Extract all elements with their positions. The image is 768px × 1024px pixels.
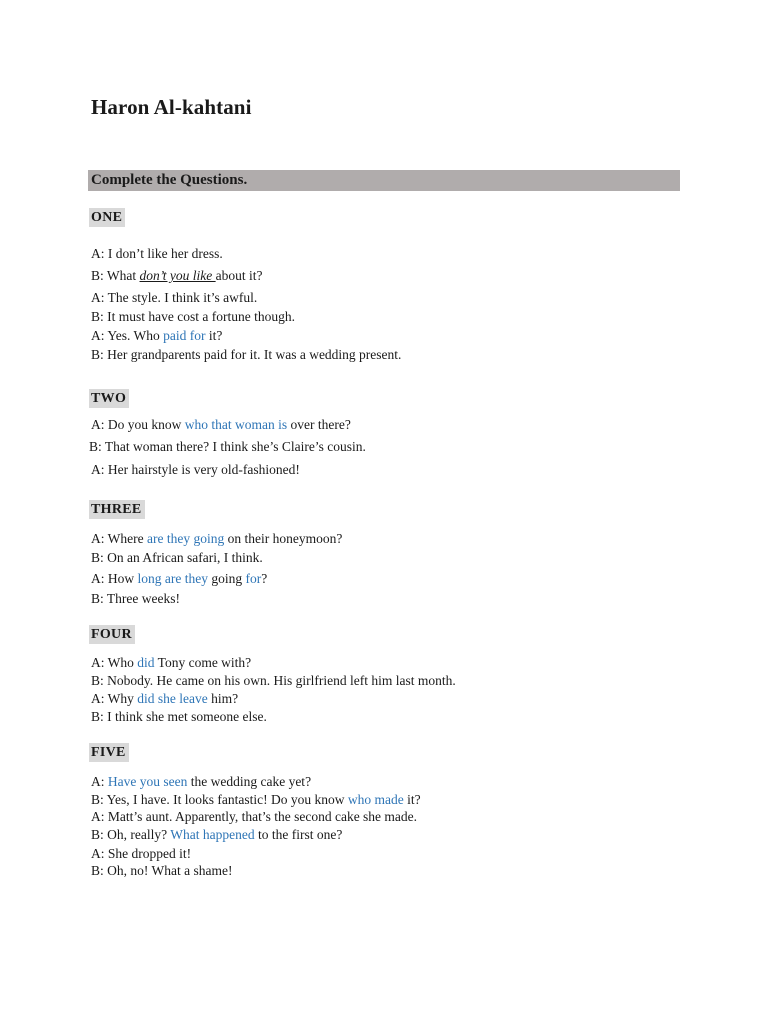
dialogue-line	[91, 862, 232, 880]
dialogue-line	[91, 791, 421, 809]
dialogue-line	[91, 773, 311, 791]
dialogue-line	[91, 289, 257, 307]
answer-text: are they going	[146, 531, 225, 546]
speaker-label: A:	[91, 846, 105, 861]
speaker-label: B:	[91, 268, 104, 283]
dialogue-line	[91, 245, 223, 263]
dialogue-text: On an African safari, I think.	[103, 550, 263, 565]
dialogue-line	[91, 808, 417, 826]
answer-text: who that woman is	[184, 417, 288, 432]
answer-text: What happened	[170, 827, 255, 842]
speaker-label: A:	[91, 571, 105, 586]
dialogue-text: ?	[261, 571, 268, 586]
speaker-label: A:	[91, 462, 105, 477]
speaker-label: A:	[91, 531, 105, 546]
dialogue-text: Who	[104, 655, 138, 670]
dialogue-line	[91, 416, 351, 434]
dialogue-text: Nobody. He came on his own. His girlfriend left him last month.	[103, 673, 456, 688]
dialogue-line	[91, 327, 222, 345]
speaker-label: A:	[91, 774, 105, 789]
speaker-label: B:	[91, 709, 104, 724]
speaker-label: B:	[91, 792, 104, 807]
dialogue-line	[91, 845, 191, 863]
speaker-label: A:	[91, 246, 105, 261]
dialogue-text: What	[103, 268, 140, 283]
answer-text: did she leave	[137, 691, 208, 706]
speaker-label: B:	[91, 673, 104, 688]
speaker-label: A:	[91, 809, 105, 824]
speaker-label: B:	[91, 591, 104, 606]
dialogue-text: on their honeymoon?	[224, 531, 343, 546]
dialogue-text: Oh, no! What a shame!	[103, 863, 233, 878]
speaker-label: B:	[91, 863, 104, 878]
speaker-label: B:	[91, 309, 104, 324]
dialogue-line	[91, 461, 300, 479]
dialogue-line	[91, 267, 263, 285]
dialogue-text: him?	[207, 691, 239, 706]
dialogue-text: I don’t like her dress.	[104, 246, 223, 261]
dialogue-text: I think she met someone else.	[103, 709, 267, 724]
dialogue-text: going	[207, 571, 246, 586]
section-label-two: TWO	[89, 389, 129, 408]
instructions-heading: Complete the Questions.	[88, 170, 680, 191]
dialogue-text: Tony come with?	[154, 655, 252, 670]
answer-text: Have you seen	[107, 774, 188, 789]
dialogue-line	[91, 346, 401, 364]
dialogue-line	[91, 308, 295, 326]
speaker-label: B:	[91, 347, 104, 362]
dialogue-line	[91, 672, 456, 690]
dialogue-text: the wedding cake yet?	[187, 774, 312, 789]
dialogue-line	[91, 590, 180, 608]
dialogue-text: it?	[403, 792, 421, 807]
answer-text: who made	[347, 792, 404, 807]
speaker-label: A:	[91, 417, 105, 432]
dialogue-line	[91, 530, 342, 548]
section-label-three: THREE	[89, 500, 145, 519]
example-answer-text: don’t you like	[139, 268, 216, 283]
section-label-one: ONE	[89, 208, 125, 227]
dialogue-text: Where	[104, 531, 147, 546]
dialogue-text: Yes, I have. It looks fantastic! Do you know	[103, 792, 348, 807]
dialogue-text: That woman there? I think she’s Claire’s cousin.	[101, 439, 366, 454]
dialogue-text: Yes. Who	[104, 328, 164, 343]
dialogue-text: Her grandparents paid for it. It was a wedding present.	[103, 347, 402, 362]
answer-text: did	[137, 655, 155, 670]
dialogue-text: How	[104, 571, 138, 586]
answer-text: paid for	[163, 328, 206, 343]
dialogue-text: The style. I think it’s awful.	[104, 290, 258, 305]
dialogue-text: Oh, really?	[103, 827, 171, 842]
dialogue-text: Matt’s aunt. Apparently, that’s the second cake she made.	[104, 809, 418, 824]
dialogue-line	[91, 654, 251, 672]
dialogue-text: She dropped it!	[104, 846, 192, 861]
speaker-label: A:	[91, 290, 105, 305]
dialogue-text: to the first one?	[254, 827, 343, 842]
dialogue-line	[91, 826, 342, 844]
dialogue-text: Her hairstyle is very old-fashioned!	[104, 462, 300, 477]
dialogue-line	[91, 690, 238, 708]
speaker-label: A:	[91, 655, 105, 670]
dialogue-line	[91, 708, 267, 726]
dialogue-text: It must have cost a fortune though.	[103, 309, 295, 324]
speaker-label: B:	[91, 550, 104, 565]
speaker-label: B:	[91, 827, 104, 842]
section-label-five: FIVE	[89, 743, 129, 762]
dialogue-text: it?	[205, 328, 223, 343]
dialogue-line	[89, 438, 366, 456]
answer-text: for	[245, 571, 262, 586]
speaker-label: A:	[91, 328, 105, 343]
author-name: Haron Al-kahtani	[91, 95, 252, 119]
speaker-label: A:	[91, 691, 105, 706]
dialogue-text: over there?	[287, 417, 351, 432]
dialogue-text: about it?	[215, 268, 263, 283]
dialogue-text: Three weeks!	[103, 591, 180, 606]
speaker-label: B:	[89, 439, 102, 454]
dialogue-line	[91, 549, 263, 567]
section-label-four: FOUR	[89, 625, 135, 644]
dialogue-text: Do you know	[104, 417, 185, 432]
dialogue-line	[91, 570, 267, 588]
answer-text: long are they	[137, 571, 208, 586]
dialogue-text: Why	[104, 691, 138, 706]
